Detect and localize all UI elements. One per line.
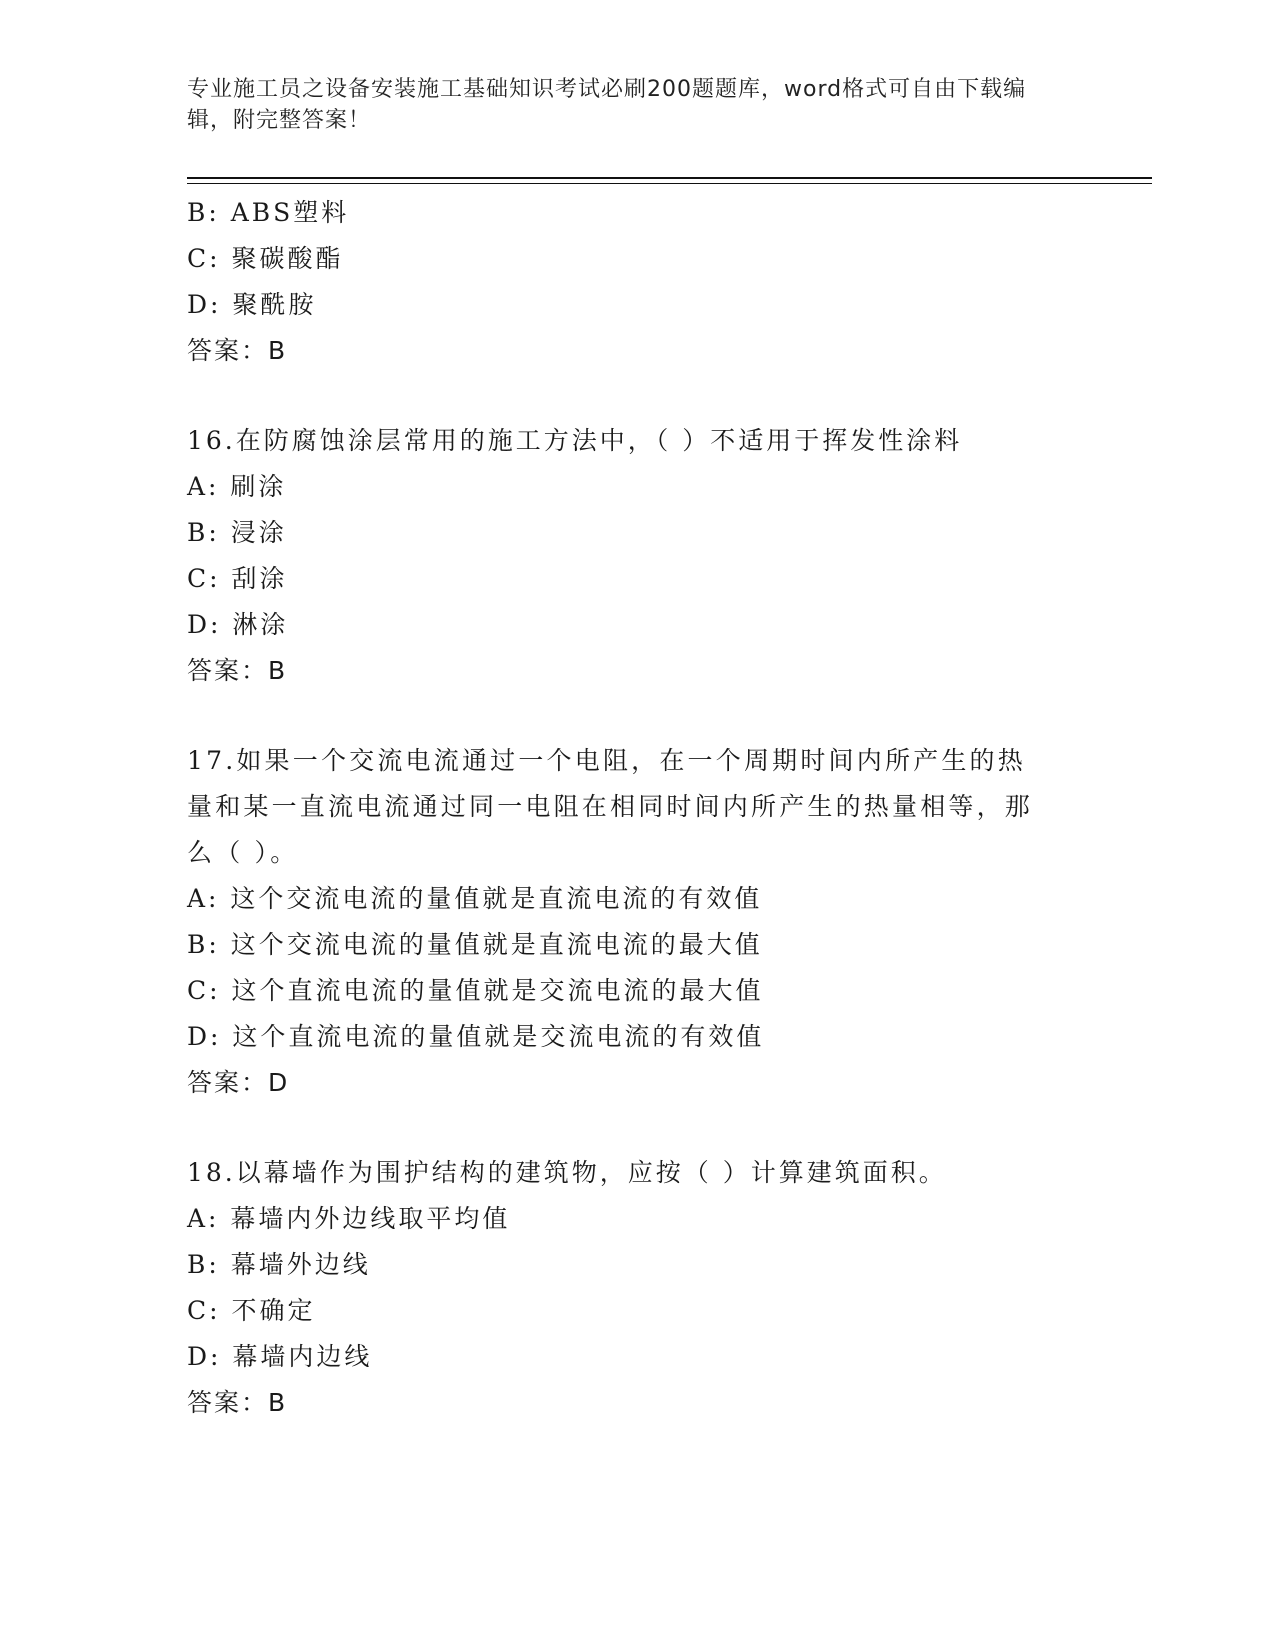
- option-a: A: 刷涂: [187, 472, 287, 501]
- option-b: B: 幕墙外边线: [187, 1250, 371, 1279]
- option-a: A: 这个交流电流的量值就是直流电流的有效值: [187, 884, 763, 913]
- option-b: B: 浸涂: [187, 518, 287, 547]
- header-divider-thick: [187, 177, 1152, 179]
- option-d: D: 聚酰胺: [187, 290, 317, 319]
- option-c: C: 聚碳酸酯: [187, 244, 344, 273]
- option-b: B: 这个交流电流的量值就是直流电流的最大值: [187, 930, 763, 959]
- answer-line: 答案：D: [187, 1068, 290, 1097]
- option-d: D: 这个直流电流的量值就是交流电流的有效值: [187, 1022, 765, 1051]
- answer-line: 答案：B: [187, 1388, 288, 1417]
- partial-question: [187, 190, 1087, 374]
- question-list: [187, 190, 1087, 1470]
- option-c: C: 不确定: [187, 1296, 316, 1325]
- question-stem: 16.在防腐蚀涂层常用的施工方法中，（ ）不适用于挥发性涂料: [187, 426, 963, 455]
- option-c: C: 这个直流电流的量值就是交流电流的最大值: [187, 976, 764, 1005]
- option-b: B: ABS塑料: [187, 198, 350, 227]
- answer-line: 答案：B: [187, 656, 288, 685]
- option-d: D: 淋涂: [187, 610, 289, 639]
- answer-line: 答案：B: [187, 336, 288, 365]
- option-d: D: 幕墙内边线: [187, 1342, 373, 1371]
- question-16: [187, 418, 1087, 694]
- question-17: [187, 738, 1087, 1106]
- question-stem: 17.如果一个交流电流通过一个电阻，在一个周期时间内所产生的热量和某一直流电流通过同一电阻在相同时间内所产生的热量相等，那么（ ）。: [187, 746, 1034, 867]
- header-divider-thin: [187, 183, 1152, 184]
- option-a: A: 幕墙内外边线取平均值: [187, 1204, 511, 1233]
- question-stem: 18.以幕墙作为围护结构的建筑物，应按（ ）计算建筑面积。: [187, 1158, 947, 1187]
- question-18: [187, 1150, 1087, 1426]
- option-c: C: 刮涂: [187, 564, 288, 593]
- document-header: 专业施工员之设备安装施工基础知识考试必刷200题题库，word格式可自由下载编辑，附完整答案！: [187, 77, 1027, 133]
